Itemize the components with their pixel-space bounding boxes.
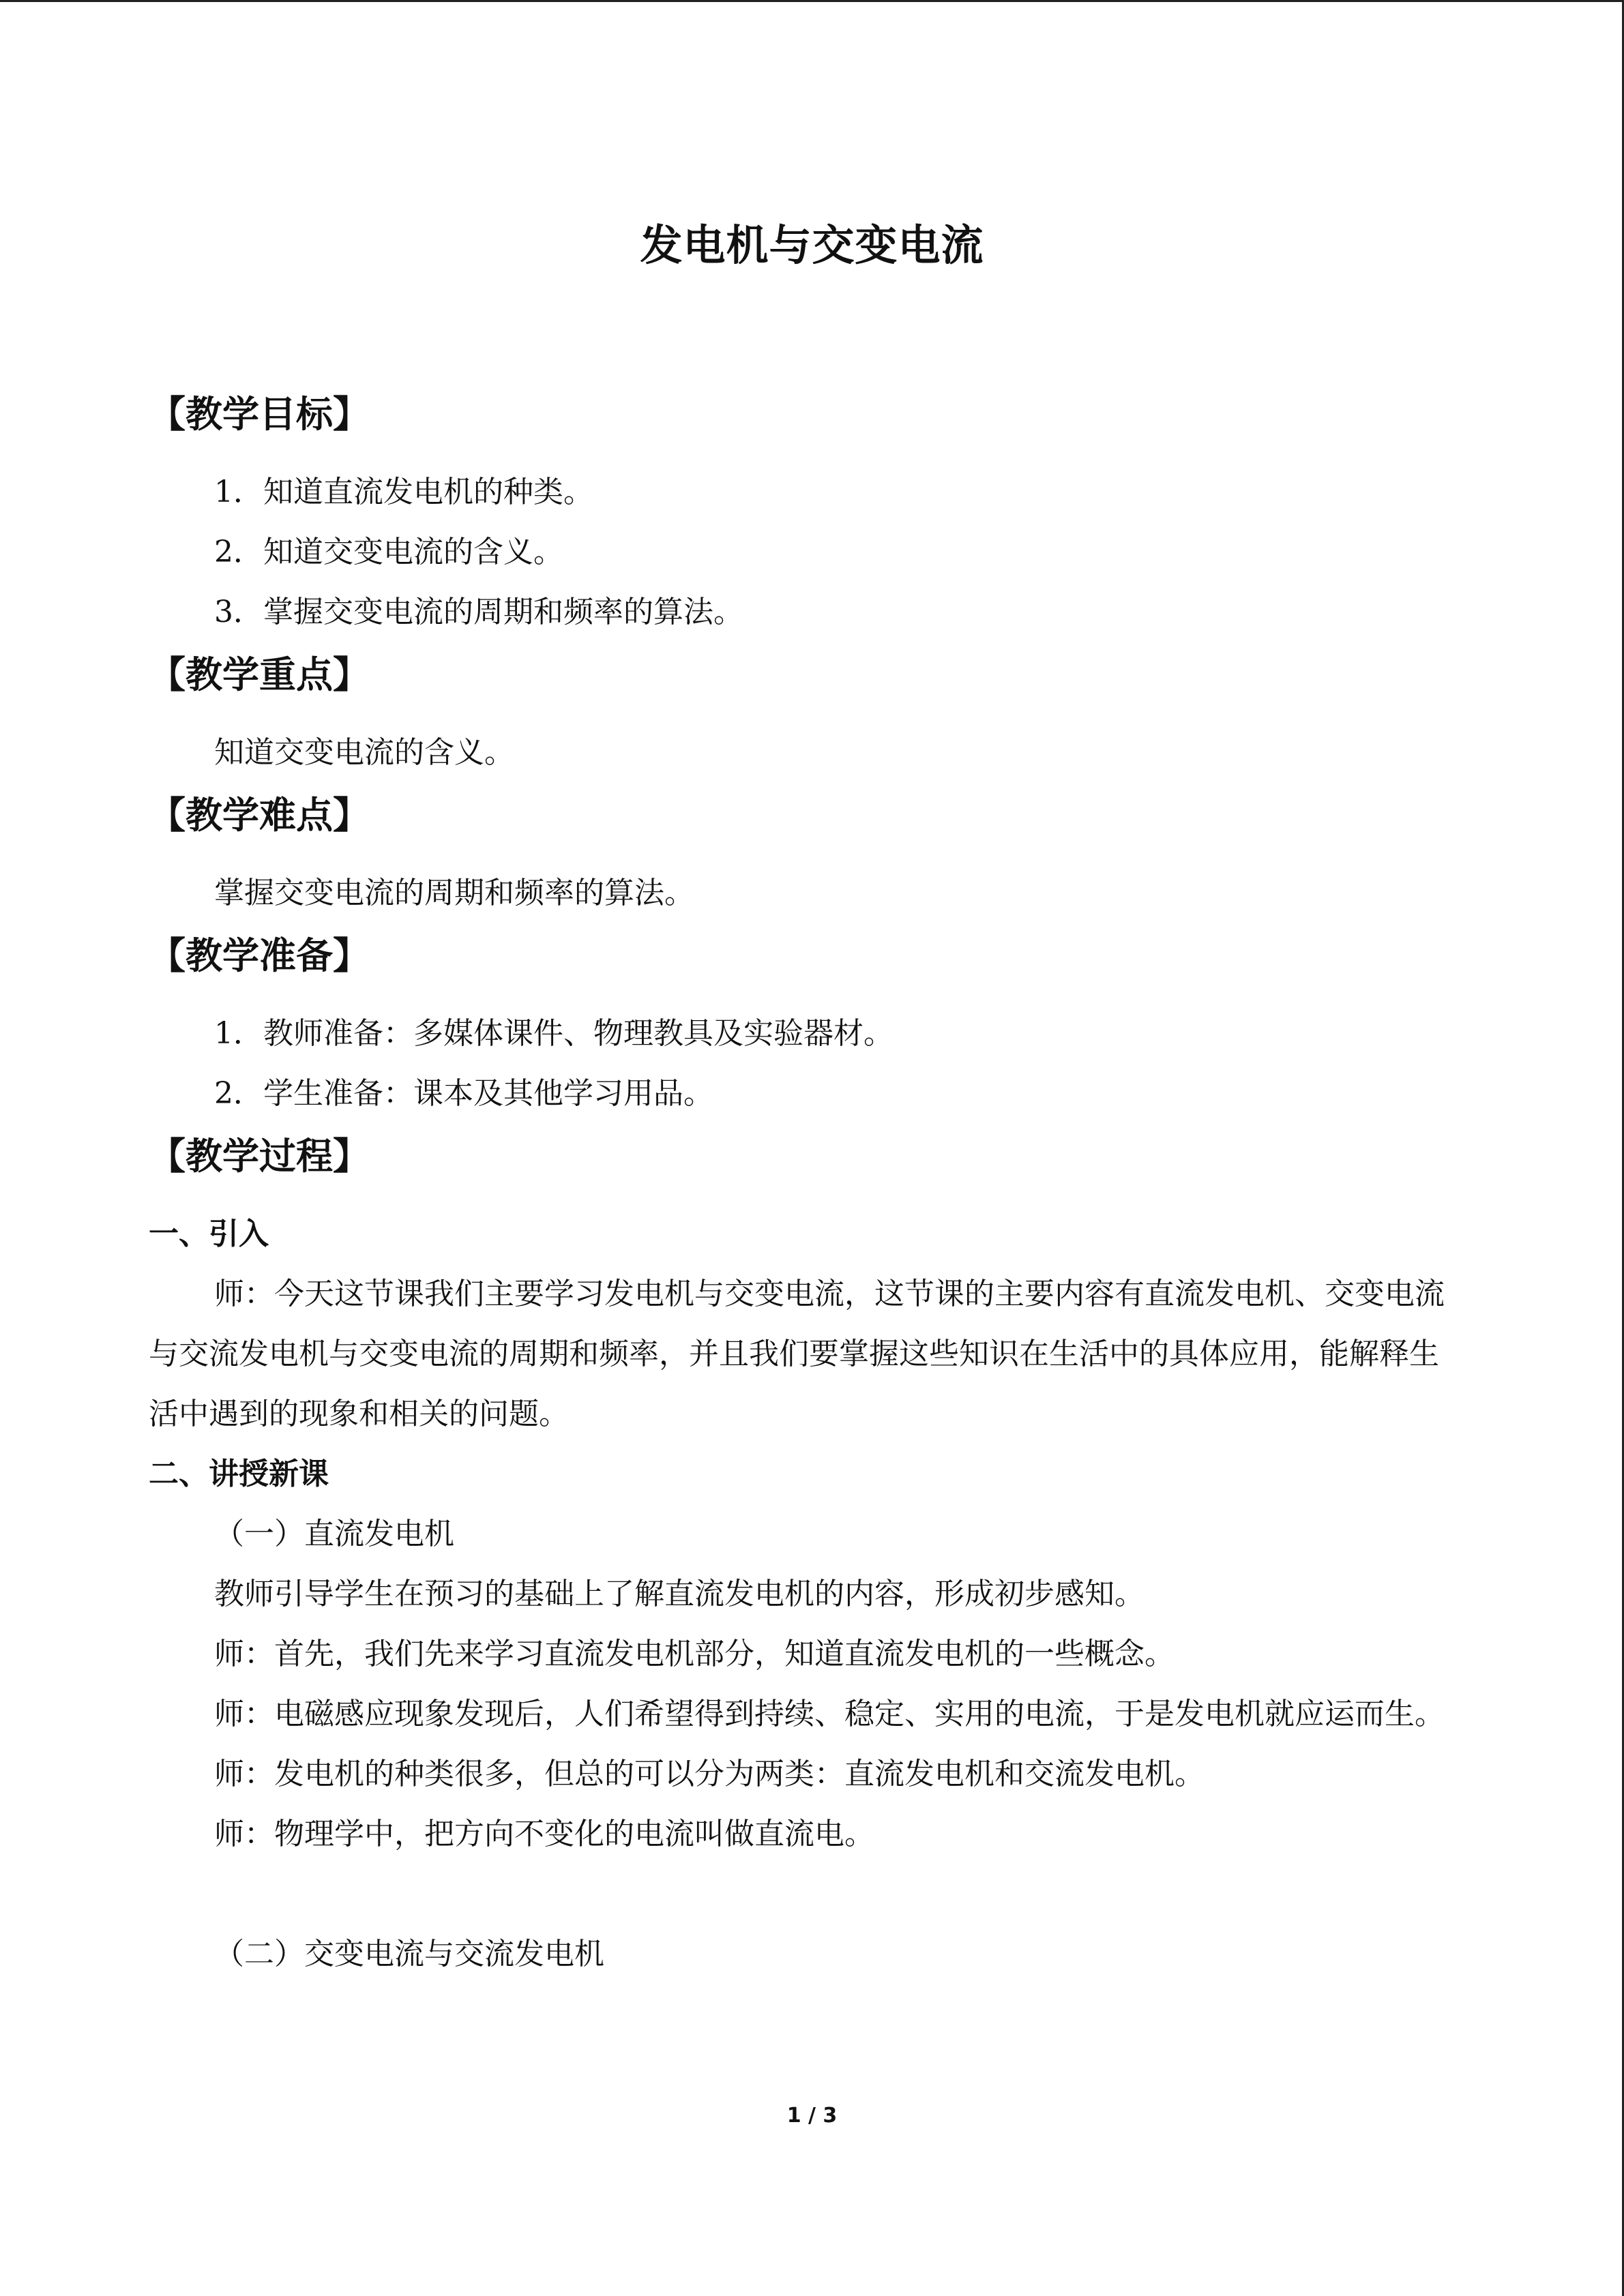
preparation-item: 1．教师准备：多媒体课件、物理教具及实验器材。 (214, 1016, 894, 1051)
intro-paragraph: 师：今天这节课我们主要学习发电机与交变电流，这节课的主要内容有直流发电机、交变电流与交流发电机与交变电流的周期和频率，并且我们要掌握这些知识在生活中的具体应用，能解释生活中遇到的现象和相关的问题。 (149, 1277, 1445, 1431)
spacer (149, 1189, 1458, 1204)
document-body (149, 382, 1458, 1984)
part2-heading: （二）交变电流与交流发电机 (214, 1937, 604, 1971)
spacer (149, 989, 1458, 1004)
section-heading-key-point: 【教学重点】 (149, 653, 370, 696)
spacer (149, 1864, 1458, 1924)
spacer (149, 848, 1458, 863)
part1-paragraph: 师：首先，我们先来学习直流发电机部分，知道直流发电机的一些概念。 (214, 1637, 1175, 1671)
part1-paragraph: 师：电磁感应现象发现后，人们希望得到持续、稳定、实用的电流，于是发电机就应运而生。 (214, 1697, 1445, 1731)
page-number: 1 / 3 (786, 2104, 838, 2128)
objective-item: 2．知道交变电流的含义。 (214, 535, 563, 569)
spacer (149, 708, 1458, 723)
difficulty-text: 掌握交变电流的周期和频率的算法。 (214, 876, 694, 910)
part1-paragraph: 师：物理学中，把方向不变化的电流叫做直流电。 (214, 1817, 874, 1851)
part1-paragraph: 师：发电机的种类很多，但总的可以分为两类：直流发电机和交流发电机。 (214, 1757, 1205, 1791)
section-heading-objectives: 【教学目标】 (149, 393, 370, 436)
document-title: 发电机与交变电流 (640, 220, 984, 270)
part1-heading: （一）直流发电机 (214, 1517, 454, 1551)
section-heading-difficulty: 【教学难点】 (149, 794, 370, 837)
section-heading-preparation: 【教学准备】 (149, 934, 370, 977)
preparation-item: 2．学生准备：课本及其他学习用品。 (214, 1076, 713, 1111)
objective-item: 3．掌握交变电流的周期和频率的算法。 (214, 595, 743, 629)
objective-item: 1．知道直流发电机的种类。 (214, 475, 593, 509)
part1-paragraph: 教师引导学生在预习的基础上了解直流发电机的内容，形成初步感知。 (214, 1577, 1145, 1611)
page-border-top (0, 0, 1624, 2)
intro-heading: 一、引入 (149, 1217, 269, 1251)
key-point-text: 知道交变电流的含义。 (214, 735, 514, 770)
new-lesson-heading: 二、讲授新课 (149, 1457, 329, 1491)
section-heading-process: 【教学过程】 (149, 1135, 370, 1178)
spacer (149, 447, 1458, 462)
